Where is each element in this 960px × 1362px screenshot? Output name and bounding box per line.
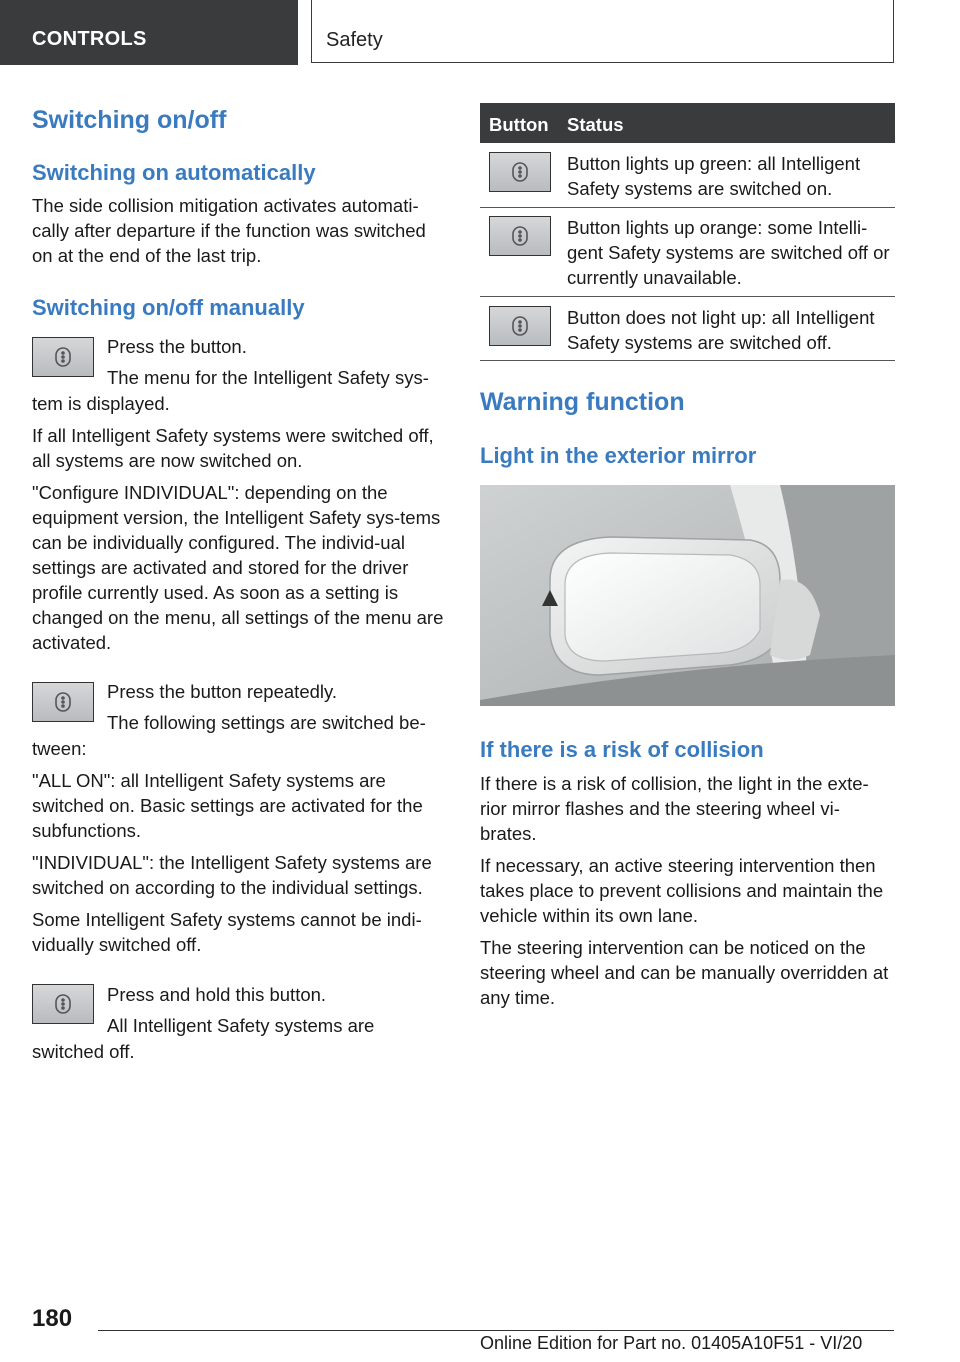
step3-line2: All Intelligent Safety systems are bbox=[107, 1015, 375, 1036]
intelligent-safety-icon bbox=[511, 225, 529, 247]
para-configure: "Configure INDIVIDUAL": depending on the equipment version, the Intelligent Safety sys-tems can be individually configured. The individ-ual settings are activated and stored for the driver profile currently used. As soon as a setting is changed on the menu, all settings of the menu are activated. bbox=[32, 482, 444, 653]
exterior-mirror-illustration bbox=[480, 485, 895, 706]
safety-button-icon-2 bbox=[32, 682, 94, 722]
step1-line3: tem is displayed. bbox=[32, 393, 170, 414]
page-number: 180 bbox=[32, 1305, 73, 1332]
step3-line1: Press and hold this button. bbox=[107, 984, 327, 1005]
intelligent-safety-icon bbox=[54, 346, 72, 368]
col-status-header: Status bbox=[567, 114, 624, 135]
col-button-header: Button bbox=[489, 114, 549, 135]
section-tab bbox=[0, 0, 298, 65]
footer-rule bbox=[98, 1330, 894, 1331]
para-individual: "INDIVIDUAL": the Intelligent Safety systems are switched on according to the individual settings. bbox=[32, 852, 432, 898]
safety-button-icon-1 bbox=[32, 337, 94, 377]
table-row-2-button bbox=[489, 216, 551, 256]
para-all-on-setting: "ALL ON": all Intelligent Safety systems are switched on. Basic settings are activated for the subfunctions. bbox=[32, 770, 423, 841]
table-row-1-button bbox=[489, 152, 551, 192]
table-row-2-status: Button lights up orange: some Intelli-gent Safety systems are switched off or currently unavailable. bbox=[567, 217, 890, 288]
table-row-3-status: Button does not light up: all Intelligent Safety systems are switched off. bbox=[567, 307, 875, 353]
para-notice: The steering intervention can be noticed on the steering wheel and can be manually overridden at any time. bbox=[480, 937, 889, 1008]
safety-button-icon-3 bbox=[32, 984, 94, 1024]
para-some: Some Intelligent Safety systems cannot be indi-vidually switched off. bbox=[32, 909, 422, 955]
intelligent-safety-icon bbox=[511, 315, 529, 337]
heading-risk: If there is a risk of collision bbox=[480, 737, 764, 762]
heading-switching: Switching on/off bbox=[32, 106, 227, 134]
step2-line2: The following settings are switched be- bbox=[107, 712, 426, 733]
heading-manual: Switching on/off manually bbox=[32, 295, 305, 320]
table-row-divider bbox=[480, 360, 895, 361]
intelligent-safety-icon bbox=[54, 993, 72, 1015]
heading-light: Light in the exterior mirror bbox=[480, 443, 757, 468]
step2-line3: tween: bbox=[32, 738, 87, 759]
table-row-1-status: Button lights up green: all Intelligent Safety systems are switched on. bbox=[567, 153, 861, 199]
intelligent-safety-icon bbox=[511, 161, 529, 183]
heading-auto: Switching on automatically bbox=[32, 160, 316, 185]
table-row-3-button bbox=[489, 306, 551, 346]
para-allon: If all Intelligent Safety systems were switched off, all systems are now switched on. bbox=[32, 425, 434, 471]
step2-line1: Press the button repeatedly. bbox=[107, 681, 338, 702]
footer-edition: Online Edition for Part no. 01405A10F51 - VI/20 bbox=[480, 1333, 863, 1353]
para-risk: If there is a risk of collision, the light in the exte-rior mirror flashes and the steering wheel vi-brates. bbox=[480, 773, 869, 844]
table-row-divider bbox=[480, 296, 895, 297]
heading-warning: Warning function bbox=[480, 388, 685, 416]
para-active: If necessary, an active steering intervention then takes place to prevent collisions and maintain the vehicle within its own lane. bbox=[480, 855, 884, 926]
intelligent-safety-icon bbox=[54, 691, 72, 713]
step1-line1: Press the button. bbox=[107, 336, 247, 357]
status-table-header bbox=[480, 103, 895, 143]
section-title: CONTROLS bbox=[32, 28, 147, 50]
table-row-divider bbox=[480, 207, 895, 208]
step1-line2: The menu for the Intelligent Safety sys- bbox=[107, 367, 429, 388]
chapter-tab bbox=[311, 0, 894, 63]
para-auto: The side collision mitigation activates automati-cally after departure if the function was switched on at the end of the last trip. bbox=[32, 195, 426, 266]
chapter-title: Safety bbox=[326, 29, 383, 51]
step3-line3: switched off. bbox=[32, 1041, 135, 1062]
